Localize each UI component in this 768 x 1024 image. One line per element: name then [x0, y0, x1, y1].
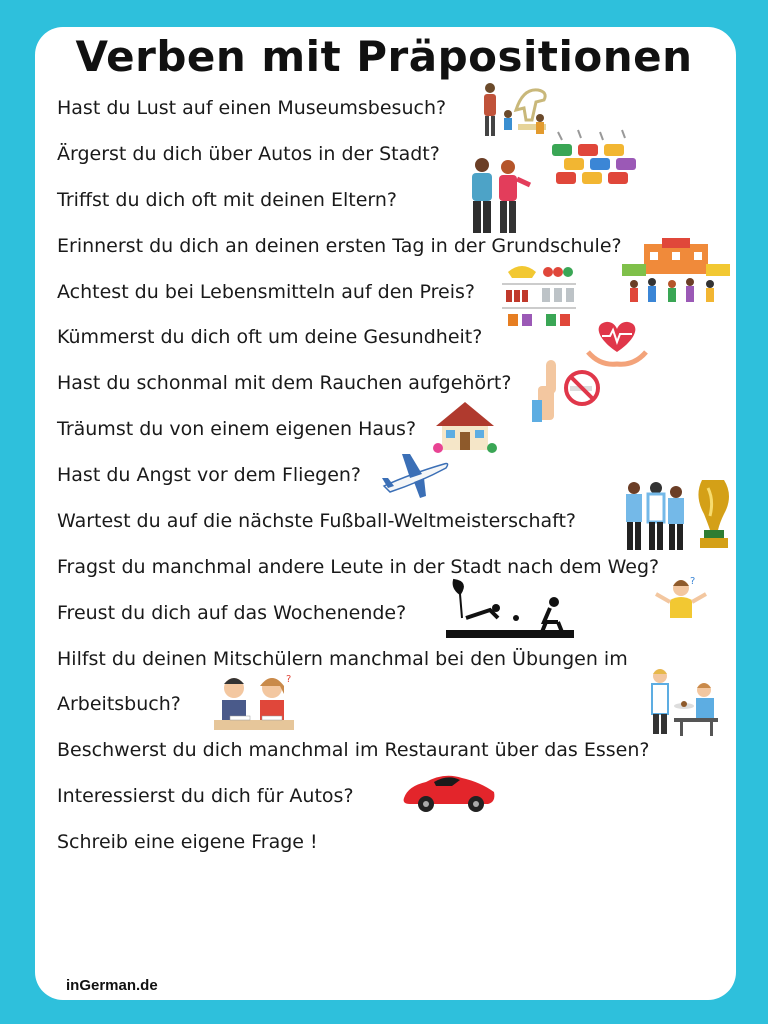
confused-person-icon: [652, 574, 710, 620]
question-14: Beschwerst du dich manchmal im Restaurant über das Essen?: [57, 739, 650, 761]
question-9: Hast du Angst vor dem Fliegen?: [57, 464, 362, 486]
question-13-continued: Arbeitsbuch?: [57, 693, 181, 715]
world-cup-trophy-icon: [690, 476, 736, 552]
question-10: Wartest du auf die nächste Fußball-Weltmeisterschaft?: [57, 510, 577, 532]
question-1: Hast du Lust auf einen Museumsbesuch?: [57, 97, 447, 119]
question-8: Träumst du von einem eigenen Haus?: [57, 418, 417, 440]
airplane-icon: [380, 448, 450, 500]
no-smoking-icon: [530, 358, 602, 424]
question-11: Fragst du manchmal andere Leute in der Stadt nach dem Weg?: [57, 556, 660, 578]
question-13: Hilfst du deinen Mitschülern manchmal bei den Übungen im: [57, 648, 628, 670]
question-15: Interessierst du dich für Autos?: [57, 785, 354, 807]
brand-logo: inGerman.de: [66, 977, 158, 994]
question-16: Schreib eine eigene Frage !: [57, 831, 318, 853]
sports-car-icon: [400, 768, 498, 814]
question-2: Ärgerst du dich über Autos in der Stadt?: [57, 143, 440, 165]
question-7: Hast du schonmal mit dem Rauchen aufgehört?: [57, 372, 512, 394]
groceries-icon: [502, 262, 576, 332]
traffic-jam-icon: [548, 128, 640, 186]
restaurant-complaint-icon: [640, 666, 724, 736]
parents-icon: [460, 155, 534, 235]
house-icon: [432, 400, 498, 454]
question-5: Achtest du bei Lebensmitteln auf den Preis?: [57, 281, 475, 303]
question-6: Kümmerst du dich oft um deine Gesundheit?: [57, 326, 483, 348]
students-homework-icon: [210, 672, 298, 738]
question-4: Erinnerst du dich an deinen ersten Tag in der Grundschule?: [57, 235, 622, 257]
school-icon: [622, 238, 730, 310]
svg-text:?: ?: [690, 576, 696, 587]
question-12: Freust du dich auf das Wochenende?: [57, 602, 407, 624]
question-3: Triffst du dich oft mit deinen Eltern?: [57, 189, 398, 211]
page-title: Verben mit Präpositionen: [75, 32, 693, 81]
museum-icon: [478, 80, 552, 140]
weekend-relax-icon: [446, 578, 574, 640]
svg-text:?: ?: [286, 674, 292, 685]
